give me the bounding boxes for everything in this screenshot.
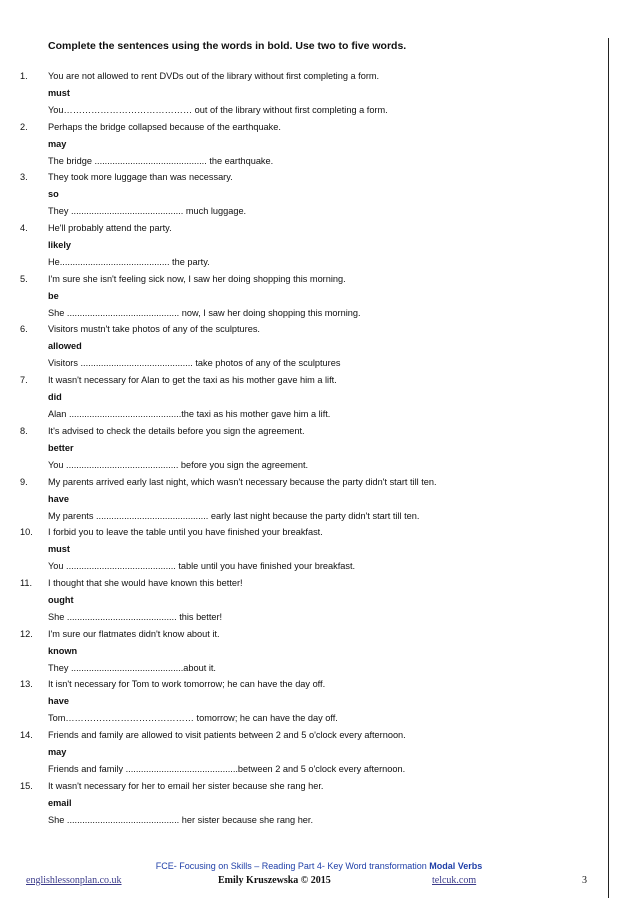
item-completion: She ............................................ her sister because she rang her. [48,814,314,825]
item-keyword: have [48,696,69,707]
item-number: 10. [20,527,33,538]
exercise-item [0,476,600,527]
item-completion: Friends and family ............................................between 2 and 5 o'clock every afternoon. [48,763,406,774]
exercise-item [0,374,600,425]
item-keyword: be [48,290,59,301]
item-completion: You ........................................... table until you have finished your breakfast. [48,561,356,572]
item-sentence: He'll probably attend the party. [48,223,172,234]
item-number: 13. [20,679,33,690]
item-completion: The bridge ............................................ the earthquake. [48,155,274,166]
item-completion: Visitors ............................................ take photos of any of the sculptures [48,358,341,369]
item-keyword: did [48,392,62,403]
item-number: 5. [20,273,28,284]
exercise-item [0,70,600,121]
footer-title-prefix: FCE- Focusing on Skills – Reading Part 4- Key Word transformation [155,861,430,871]
item-completion: She ............................................ now, I saw her doing shopping this morning. [48,307,361,318]
item-number: 7. [20,375,28,386]
item-sentence: It wasn't necessary for her to email her sister because she rang her. [48,780,324,791]
item-sentence: You are not allowed to rent DVDs out of the library without first completing a form. [48,71,380,81]
item-keyword: ought [48,594,74,605]
item-keyword: so [48,189,59,200]
footer-author: Emily Kruszewska © 2015 [218,875,331,886]
item-sentence: I forbid you to leave the table until you have finished your breakfast. [48,527,323,538]
exercise-item [0,171,600,222]
exercise-item [0,577,600,628]
item-keyword: may [48,746,67,757]
item-sentence: I thought that she would have known this better! [48,577,243,588]
footer-link-left[interactable]: englishlessonplan.co.uk [26,875,122,886]
item-completion: Tom…………………………………… tomorrow; he can have the day off. [48,713,338,724]
item-sentence: Friends and family are allowed to visit patients between 2 and 5 o'clock every afternoon. [48,729,406,740]
item-number: 8. [20,425,28,436]
item-completion: You…………………………………… out of the library without first completing a form. [48,105,388,115]
item-keyword: known [48,645,78,656]
exercise-item [0,678,600,729]
item-sentence: It isn't necessary for Tom to work tomorrow; he can have the day off. [48,679,326,690]
exercise-item [0,729,600,780]
item-completion: My parents ............................................ early last night because the party didn't start till ten. [48,510,420,521]
item-number: 3. [20,172,28,183]
item-number: 11. [20,577,33,588]
item-number: 6. [20,324,28,335]
exercise-item [0,121,600,172]
item-keyword: must [48,88,70,98]
item-completion: He........................................... the party. [48,257,210,268]
item-keyword: email [48,797,72,808]
item-number: 1. [20,71,28,81]
margin-rule [608,38,609,898]
item-sentence: Visitors mustn't take photos of any of the sculptures. [48,324,260,335]
item-keyword: allowed [48,341,82,352]
item-completion: They ............................................about it. [48,662,216,673]
item-sentence: My parents arrived early last night, which wasn't necessary because the party didn't start till ten. [48,476,437,487]
item-sentence: They took more luggage than was necessary. [48,172,233,183]
item-keyword: must [48,544,70,555]
exercise-item [0,273,600,324]
exercise-item [0,526,600,577]
item-keyword: likely [48,240,71,251]
exercise-item [0,425,600,476]
footer-title-bold: Modal Verbs [429,861,483,871]
item-completion: Alan ............................................the taxi as his mother gave him a lift. [48,409,331,420]
exercise-item [0,628,600,679]
item-number: 14. [20,729,33,740]
item-completion: They ............................................ much luggage. [48,206,247,217]
item-completion: You ............................................ before you sign the agreement. [48,459,309,470]
item-sentence: It wasn't necessary for Alan to get the taxi as his mother gave him a lift. [48,375,337,386]
exercise-item [0,222,600,273]
footer-title [0,861,638,871]
item-sentence: It's advised to check the details before you sign the agreement. [48,425,305,436]
item-number: 15. [20,780,33,791]
exercise-list [0,70,600,830]
item-number: 12. [20,628,33,639]
exercise-item [0,323,600,374]
item-sentence: I'm sure our flatmates didn't know about it. [48,628,220,639]
item-sentence: I'm sure she isn't feeling sick now, I saw her doing shopping this morning. [48,273,346,284]
item-keyword: better [48,442,74,453]
item-sentence: Perhaps the bridge collapsed because of the earthquake. [48,121,281,132]
footer-link-right[interactable]: telcuk.com [432,875,477,886]
item-number: 4. [20,223,28,234]
item-number: 2. [20,121,28,132]
instruction-heading: Complete the sentences using the words in bold. Use two to five words. [48,40,407,52]
exercise-item [0,780,600,831]
item-number: 9. [20,476,28,487]
item-keyword: may [48,138,67,149]
item-completion: She ........................................... this better! [48,611,223,622]
page-number: 3 [582,875,587,886]
item-keyword: have [48,493,69,504]
